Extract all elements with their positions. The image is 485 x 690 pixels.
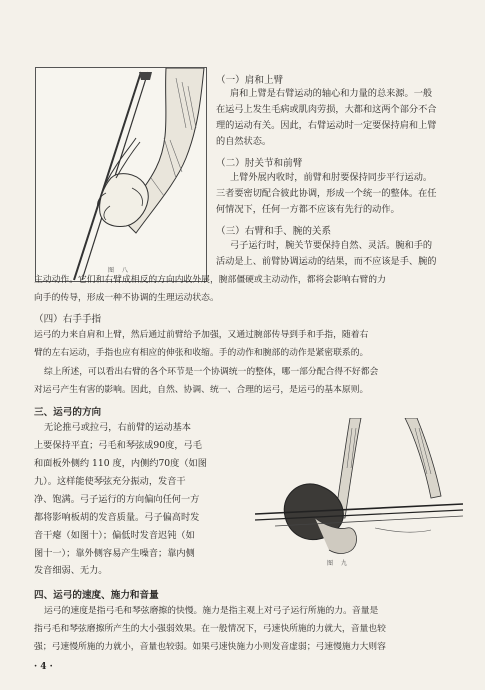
section-heading: （四）右手手指 [34,314,102,325]
section-heading: （三）右臂和手、腕的关系 [216,226,332,237]
paragraph-line: 肩和上臂是右臂运动的轴心和力量的总来源。一般 [230,88,433,99]
paragraph-line: 九）。这样能使琴弦充分振动，发音干 [34,476,186,487]
paragraph-line: 发音细弱、无力。 [34,565,108,576]
paragraph-line: 活动是上、前臂协调运动的结果，而不应该是手、腕的 [216,256,437,267]
paragraph-line: 综上所述，可以看出右臂的各个环节是一个协调统一的整体，哪一部分配合得不好都会 [44,367,379,377]
page-number: · 4 · [34,662,53,672]
paragraph-line: 强；弓速慢所施的力就小，音量也较弱。如果弓速快施力小则发音虚弱；弓速慢施力大则容 [34,642,386,652]
figure-eight [35,67,207,282]
section-heading: （一）肩和上臂 [216,75,284,86]
paragraph-line: 运弓的速度是指弓毛和琴弦磨擦的快慢。施力是指主观上对弓子运行所施的力。音量是 [44,606,379,616]
figure-nine-illustration [255,418,463,568]
paragraph-line: 何情况下，任何一方都不应该有先行的动作。 [216,204,400,215]
section-heading: （二）肘关节和前臂 [216,158,303,169]
paragraph-line: 主动动作。它们和右臂成相反的方向内收外展，腕部僵硬或主动动作，都将会影响右臂的力 [34,275,386,285]
paragraph-line: 对运弓产生有害的影响。因此，自然、协调、统一、合理的运弓，是运弓的基本原则。 [34,385,369,395]
figure-nine [255,418,463,568]
paragraph-line: 臂的左右运动，手指也应有相应的伸张和收缩。手的动作和腕部的动作是紧密联系的。 [34,348,369,358]
paragraph-line: 图十一）；靠外侧容易产生噪音；靠内侧 [34,548,195,559]
paragraph-line: 都将影响板胡的发音质量。弓子偏高时发 [34,512,200,523]
paragraph-line: 在运弓上发生毛病或肌肉劳损，大都和这两个部分不合 [216,104,437,115]
paragraph-line: 上臂外展内收时，前臂和肘要保持同步平行运动。 [230,172,433,183]
figure-eight-caption: 图 八 [108,267,131,274]
paragraph-line: 指弓毛和琴弦磨擦所产生的大小强弱效果。在一般情况下，弓速快所施的力就大，音量也较 [34,624,386,634]
paragraph-line: 上要保持平直；弓毛和琴弦成90度，弓毛 [34,440,202,451]
section-heading: 四、运弓的速度、施力和音量 [34,590,159,601]
paragraph-line: 和面板外侧约 110 度，内侧约70度（如图 [34,458,207,469]
figure-eight-illustration [36,68,206,281]
paragraph-line: 净、饱满。弓子运行的方向偏向任何一方 [34,494,200,505]
paragraph-line: 弓子运行时，腕关节要保持自然、灵活。腕和手的 [230,240,433,251]
paragraph-line: 无论推弓或拉弓，右前臂的运动基本 [44,422,191,433]
paragraph-line: 理的运动有关。因此，右臂运动时一定要保持肩和上臂 [216,120,437,131]
paragraph-line: 三者要密切配合彼此协调，形成一个统一的整体。在任 [216,188,437,199]
figure-nine-caption: 图 九 [327,560,350,567]
paragraph-line: 向手的传导，形成一种不协调的生理运动状态。 [34,293,219,303]
paragraph-line: 运弓的力来自肩和上臂，然后通过前臂给予加强，又通过腕部传导到手和手指，随着右 [34,330,369,340]
paragraph-line: 的自然状态。 [216,136,272,147]
section-heading: 三、运弓的方向 [34,407,102,418]
paragraph-line: 音干瘪（如图十）；偏低时发音迟钝（如 [34,530,195,541]
